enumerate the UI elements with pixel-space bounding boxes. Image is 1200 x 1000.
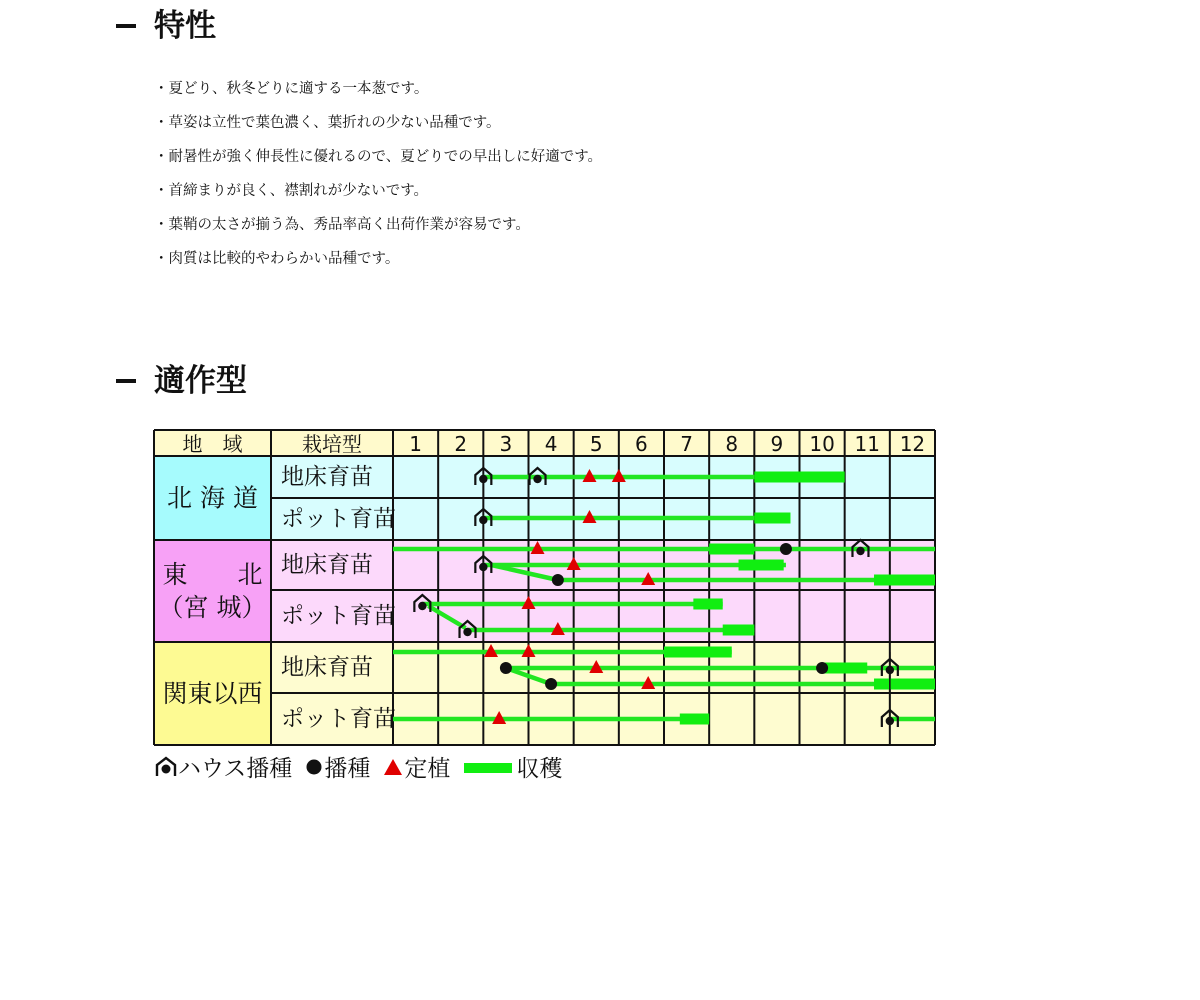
harvest-bar [709, 544, 754, 555]
feature-item: ・耐暑性が強く伸長性に優れるので、夏どりでの早出しに好適です。 [154, 149, 603, 165]
month-header: 8 [725, 432, 739, 456]
feature-item: ・草姿は立性で葉色濃く、葉折れの少ない品種です。 [154, 115, 501, 131]
harvest-bar [693, 599, 722, 610]
harvest-bar-icon [462, 754, 516, 778]
harvest-bar [680, 714, 709, 725]
region-label: （宮 城） [158, 593, 267, 622]
month-header: 11 [854, 432, 880, 456]
legend-planting: 定植 [382, 750, 450, 783]
month-header: 9 [770, 432, 784, 456]
harvest-bar [664, 647, 732, 658]
month-header: 12 [899, 432, 926, 456]
harvest-bar [754, 472, 844, 483]
month-header: 4 [544, 432, 558, 456]
month-header: 6 [635, 432, 648, 456]
legend-house-sowing: ハウス播種 [154, 750, 292, 783]
chart-legend [154, 750, 574, 782]
month-header: 7 [680, 432, 693, 456]
features-title: 特性 [154, 8, 216, 44]
sowing-dot-icon [552, 574, 564, 586]
column-header: 栽培型 [302, 432, 362, 456]
cultivation-type-label: ポット育苗 [281, 603, 396, 629]
column-header: 地 域 [182, 432, 243, 456]
feature-item: ・葉鞘の太さが揃う為、秀品率高く出荷作業が容易です。 [154, 217, 530, 233]
cropping-title: 適作型 [154, 363, 247, 399]
feature-item: ・肉質は比較的やわらかい品種です。 [154, 251, 400, 267]
month-header: 5 [589, 432, 603, 456]
planting-triangle-icon [382, 754, 404, 778]
sowing-dot-icon [816, 662, 828, 674]
feature-item: ・首締まりが良く、襟割れが少ないです。 [154, 183, 429, 199]
region-label: 関東以西 [162, 679, 263, 708]
sowing-dot-icon [500, 662, 512, 674]
feature-item: ・夏どり、秋冬どりに適する一本葱です。 [154, 81, 429, 97]
legend-sowing: 播種 [304, 750, 370, 783]
harvest-bar [723, 625, 755, 636]
cultivation-type-label: 地床育苗 [281, 654, 373, 681]
harvest-bar [874, 575, 935, 586]
house-sowing-icon [154, 754, 178, 778]
cultivation-type-label: ポット育苗 [281, 706, 396, 732]
region-cell [154, 540, 271, 642]
legend-harvest: 収穫 [462, 750, 562, 783]
cultivation-type-label: ポット育苗 [281, 506, 396, 532]
region-label: 東 北 [162, 560, 263, 589]
sowing-dot-icon [545, 678, 557, 690]
sowing-dot-icon [304, 754, 324, 778]
cultivation-type-label: 地床育苗 [281, 464, 373, 490]
sowing-dot-icon [780, 543, 792, 555]
month-header: 1 [409, 432, 422, 456]
region-label: 北 海 道 [167, 483, 258, 513]
harvest-bar [739, 560, 784, 571]
month-header: 10 [809, 432, 835, 456]
cultivation-type-label: 地床育苗 [281, 552, 373, 578]
month-header: 2 [454, 432, 468, 456]
harvest-bar [874, 679, 935, 690]
harvest-bar [822, 663, 867, 674]
harvest-bar [754, 513, 790, 524]
month-header: 3 [499, 432, 513, 456]
